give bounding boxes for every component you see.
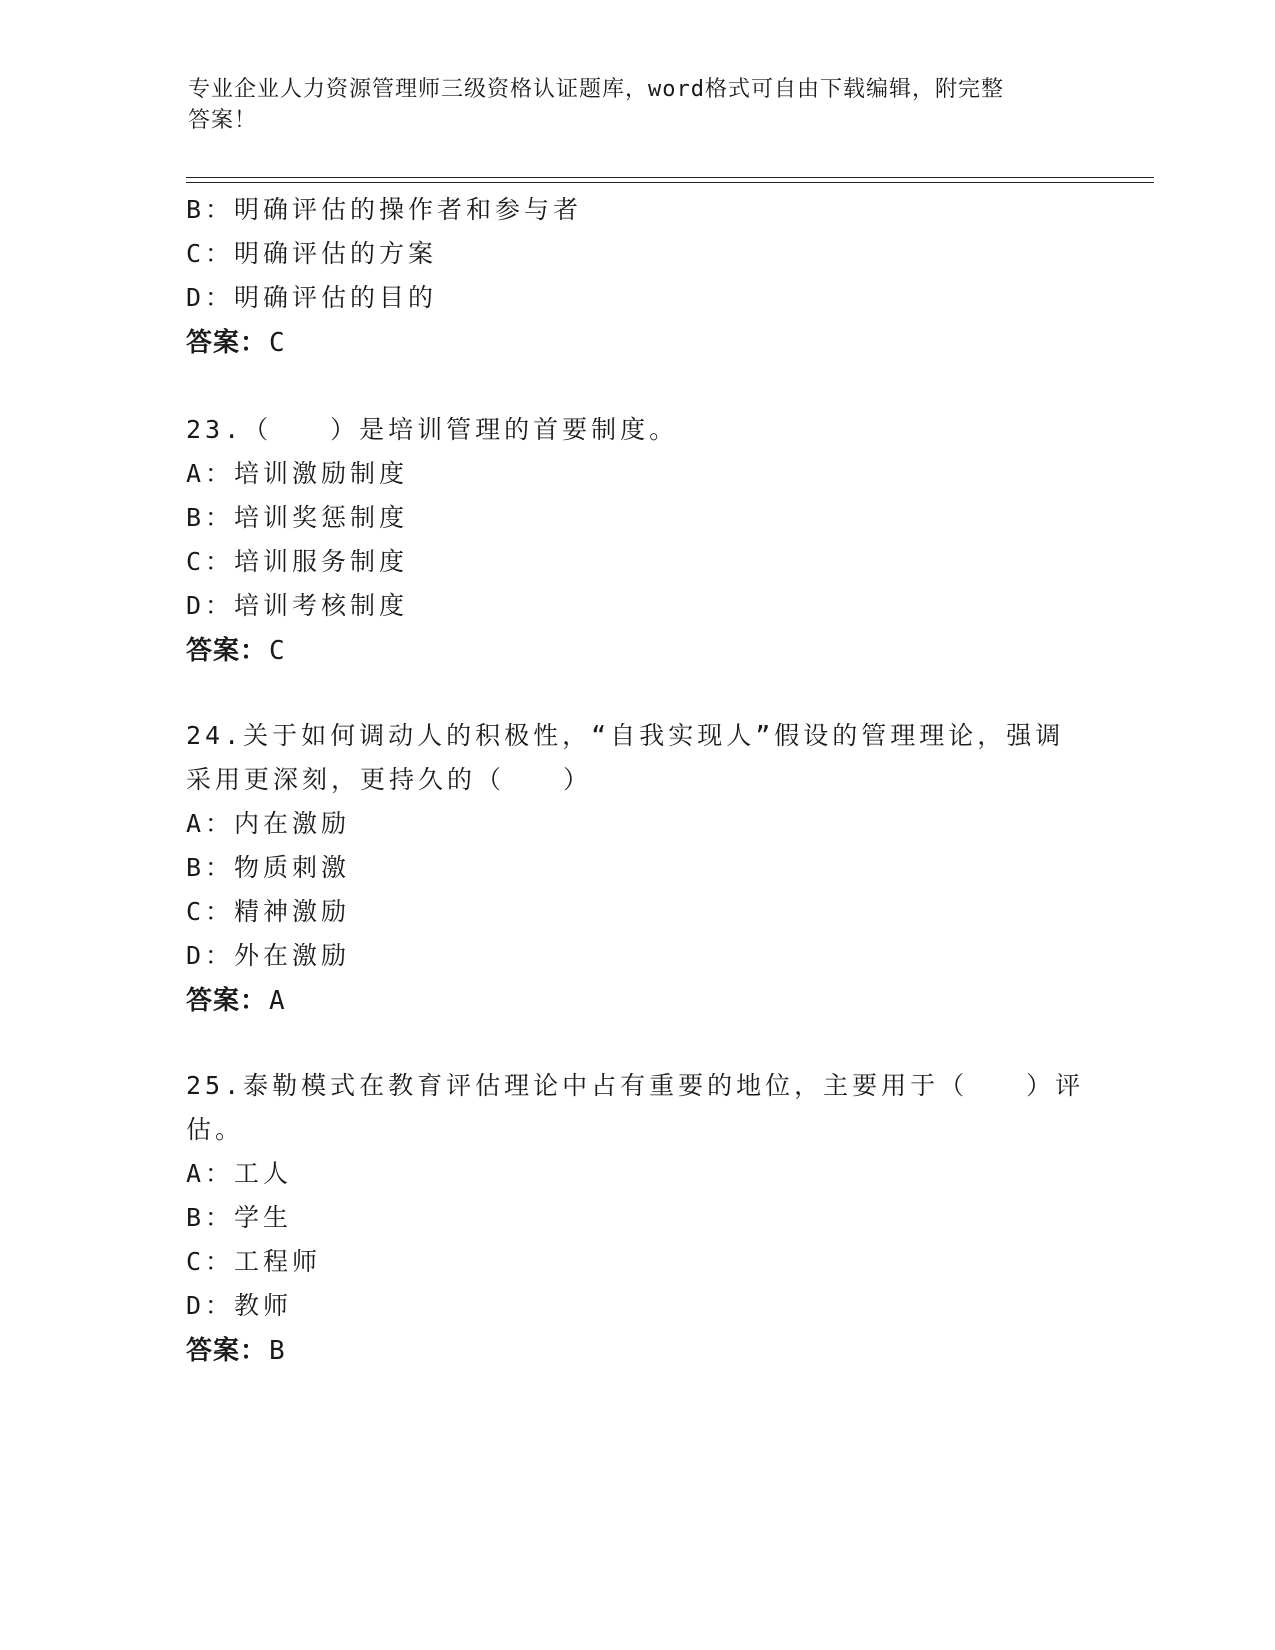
q24-option-a: A：内在激励 [186, 809, 351, 838]
answer-label: 答案： [186, 1336, 268, 1366]
answer-value: C [269, 636, 286, 666]
q24-option-d: D：外在激励 [186, 941, 351, 970]
q22-option-c: C：明确评估的方案 [186, 239, 438, 268]
q22-answer [186, 322, 286, 359]
q23-option-c: C：培训服务制度 [186, 547, 409, 576]
q25-option-b: B：学生 [186, 1203, 293, 1232]
header-rule-top [186, 177, 1154, 178]
answer-label: 答案： [186, 328, 268, 358]
answer-label: 答案： [186, 636, 268, 666]
q24-option-c: C：精神激励 [186, 897, 351, 926]
q23-stem: 23.（ ）是培训管理的首要制度。 [186, 415, 679, 444]
q23-option-d: D：培训考核制度 [186, 591, 409, 620]
q24-answer [186, 980, 286, 1017]
q25-answer [186, 1330, 286, 1367]
q23-option-b: B：培训奖惩制度 [186, 503, 409, 532]
q25-stem-line-1: 25.泰勒模式在教育评估理论中占有重要的地位，主要用于（ ）评 [186, 1071, 1085, 1100]
header-rule-bottom [186, 182, 1154, 183]
q24-stem-line-1: 24.关于如何调动人的积极性，“自我实现人”假设的管理理论，强调 [186, 721, 1065, 750]
document-header [188, 74, 1068, 136]
answer-label: 答案： [186, 986, 268, 1016]
answer-value: B [269, 1336, 286, 1366]
answer-value: C [269, 328, 286, 358]
q24-option-b: B：物质刺激 [186, 853, 351, 882]
header-line-2: 答案！ [188, 108, 258, 133]
q23-answer [186, 630, 286, 667]
q25-stem-line-2: 估。 [186, 1115, 245, 1144]
answer-value: A [269, 986, 286, 1016]
q22-option-d: D：明确评估的目的 [186, 283, 438, 312]
header-line-1: 专业企业人力资源管理师三级资格认证题库，word格式可自由下载编辑，附完整 [188, 77, 1004, 102]
q25-option-a: A：工人 [186, 1159, 293, 1188]
q25-option-d: D：教师 [186, 1291, 293, 1320]
q25-option-c: C：工程师 [186, 1247, 322, 1276]
q24-stem-line-2: 采用更深刻，更持久的（ ） [186, 765, 593, 794]
q23-option-a: A：培训激励制度 [186, 459, 409, 488]
q22-option-b: B：明确评估的操作者和参与者 [186, 195, 583, 224]
